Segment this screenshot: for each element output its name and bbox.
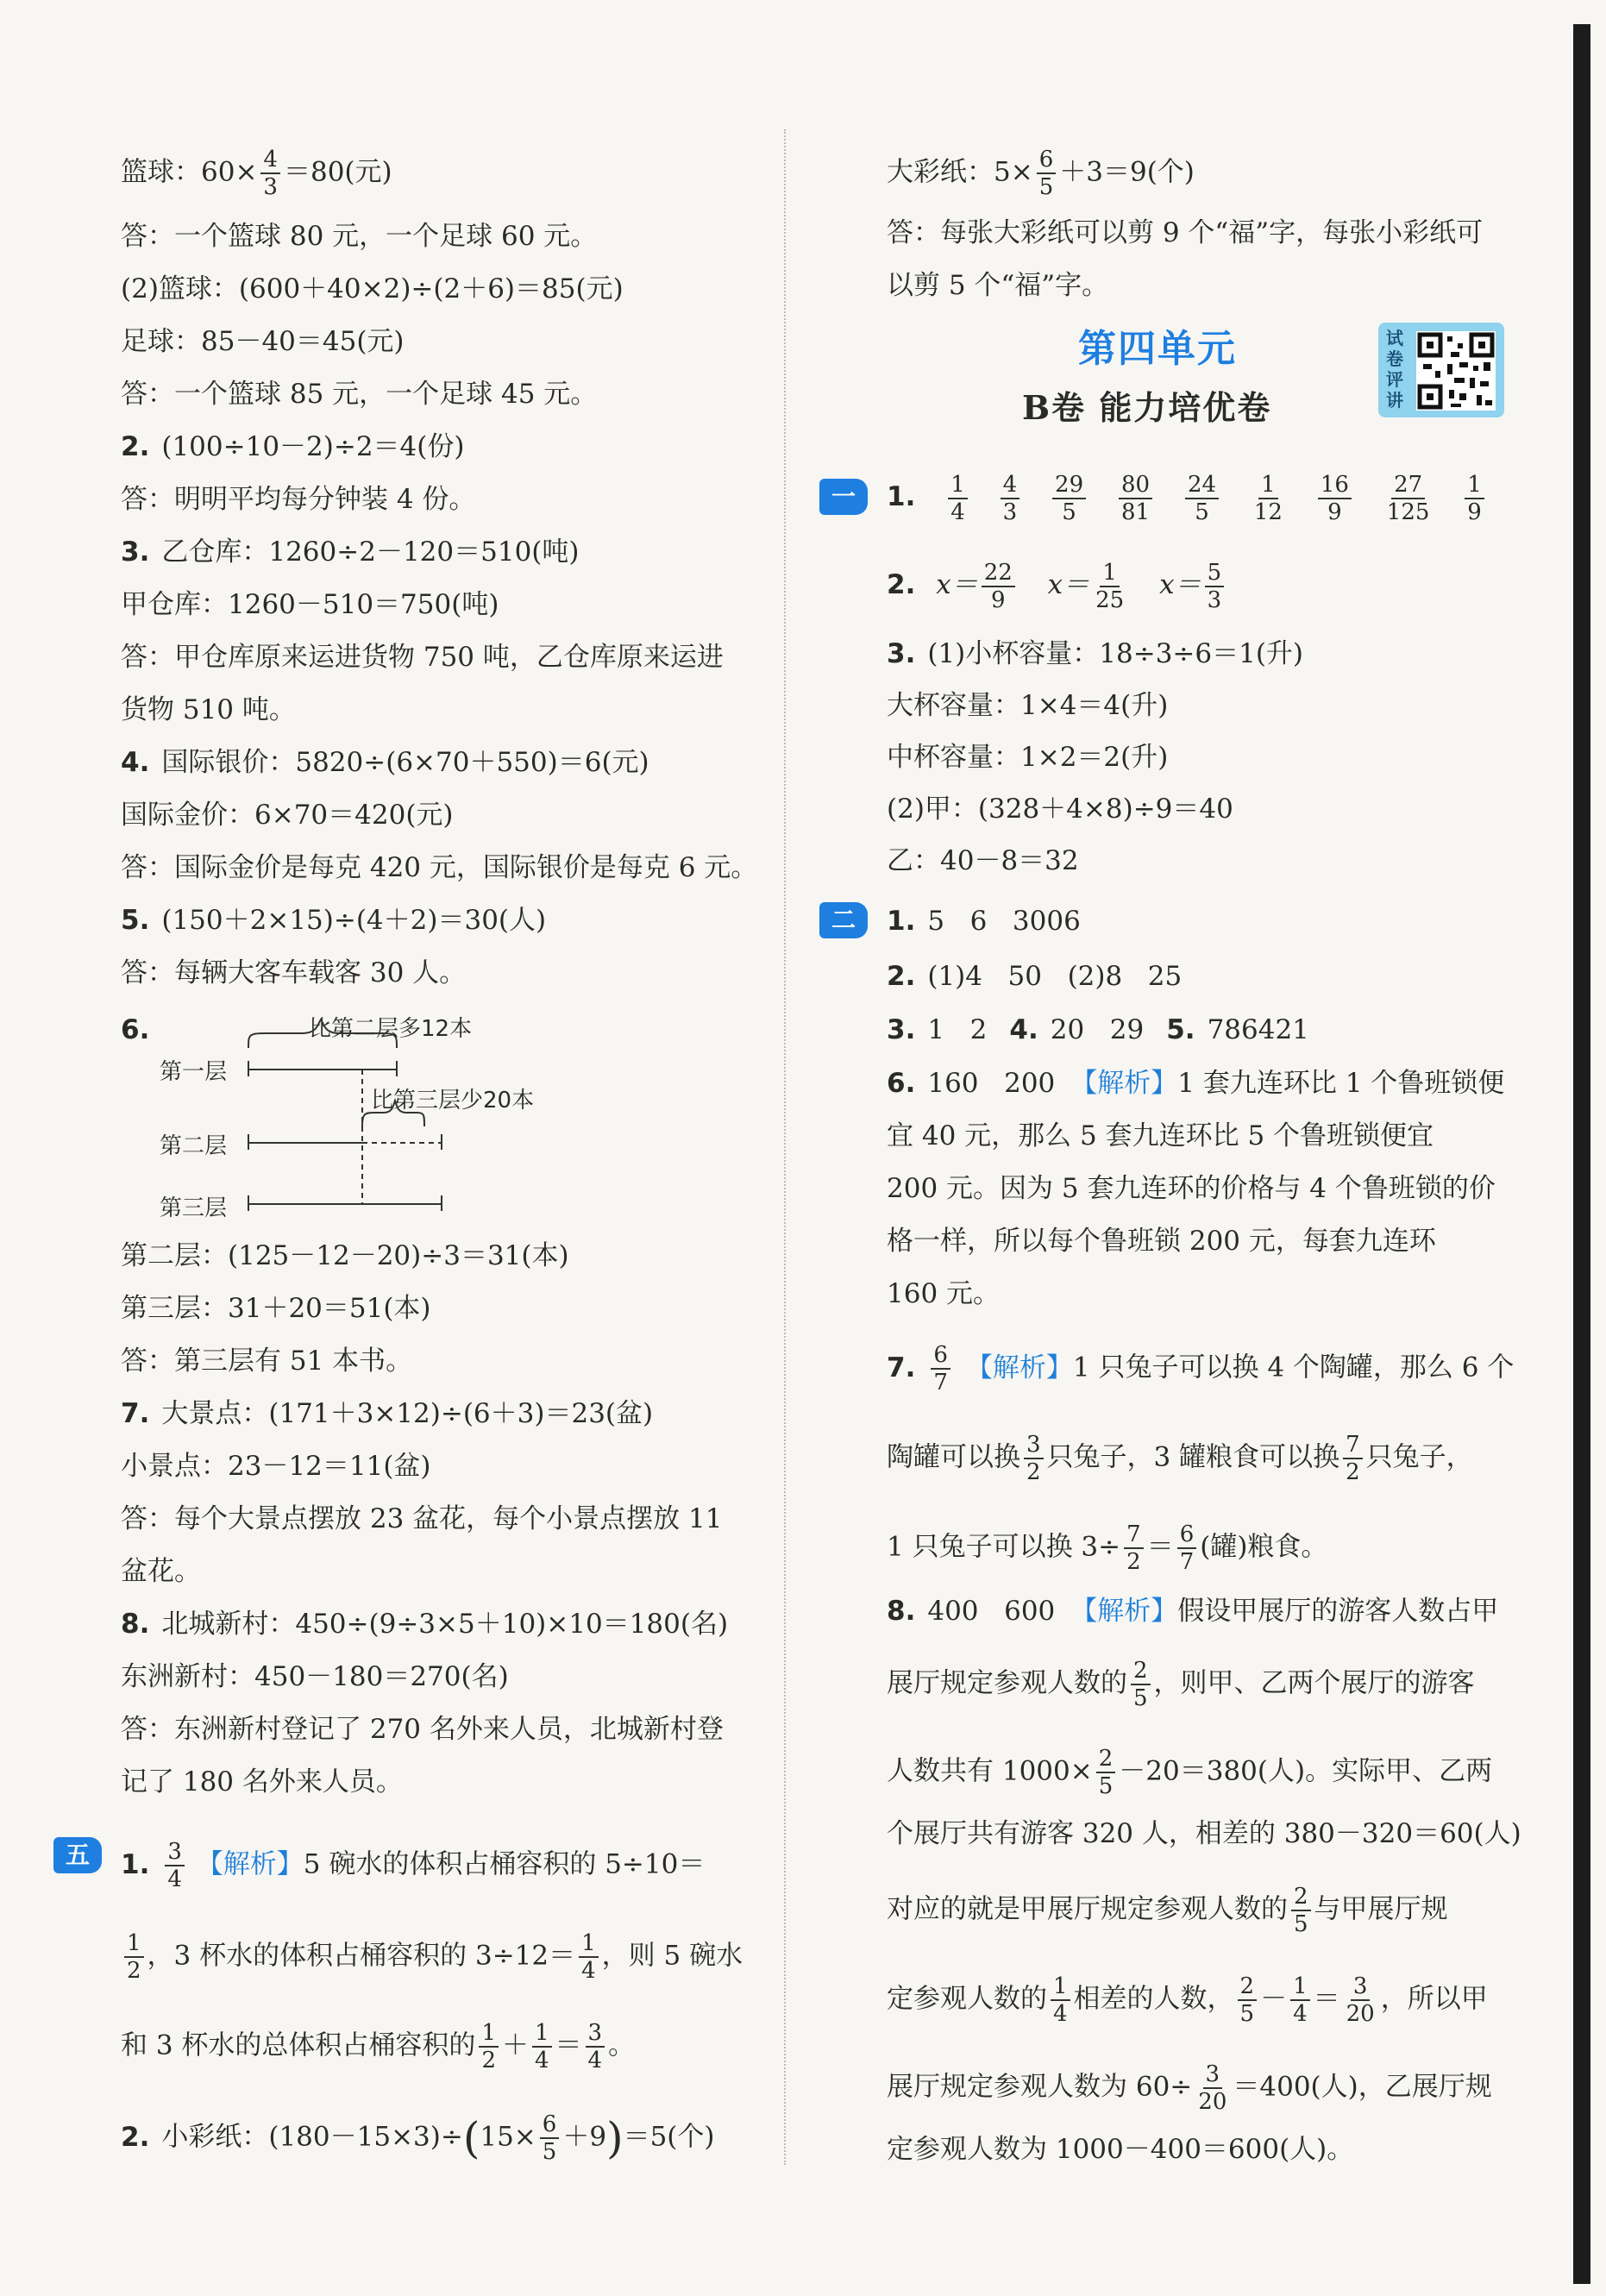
answer-line: 东洲新村：450－180＝270(名) bbox=[121, 1661, 509, 1692]
diagram-note-top: 比第二层多12本 bbox=[309, 1016, 473, 1042]
answer-line: 盆花。 bbox=[121, 1556, 201, 1587]
answer-line: 答：一个篮球 80 元，一个足球 60 元。 bbox=[121, 221, 598, 252]
question-number: 4. bbox=[121, 747, 150, 778]
column-divider bbox=[784, 129, 786, 2165]
answer-line: 陶罐可以换 $\frac{3}{2}$ 只兔子，3 罐粮食可以换 $\frac{7}{2}$ 只兔子， bbox=[887, 1432, 1473, 1485]
answer-line: 160 元。 bbox=[887, 1278, 1001, 1309]
qr-label: 试卷评讲 bbox=[1386, 328, 1403, 411]
answer-line: 记了 180 名外来人员。 bbox=[121, 1766, 403, 1797]
answer-line: 中杯容量：1×2＝2(升) bbox=[887, 742, 1169, 773]
answer-line: 大杯容量：1×4＝4(升) bbox=[887, 690, 1169, 721]
answer-line: 答：甲仓库原来运进货物 750 吨，乙仓库原来运进 bbox=[121, 642, 724, 673]
answer-line: 展厅规定参观人数为 60÷ $\frac{3}{20}$ ＝400(人)，乙展厅规 bbox=[887, 2061, 1492, 2115]
answer-line: 对应的就是甲展厅规定参观人数的 $\frac{2}{5}$ 与甲展厅规 bbox=[887, 1884, 1448, 1937]
question-number: 3. bbox=[121, 536, 150, 568]
answer-line: 答：第三层有 51 本书。 bbox=[121, 1346, 413, 1377]
answer-line: 4. 国际银价：5820÷(6×70＋550)＝6(元) bbox=[121, 747, 649, 778]
answer-line: 答：东洲新村登记了 270 名外来人员，北城新村登 bbox=[121, 1714, 724, 1745]
answer-line: 展厅规定参观人数的 $\frac{2}{5}$ ，则甲、乙两个展厅的游客 bbox=[887, 1658, 1475, 1711]
answer-line: 定参观人数的 $\frac{1}{4}$ 相差的人数， $\frac{2}{5}$ － $\frac{1}{4}$ ＝ $\frac{3}{20}$ ，所以甲 bbox=[887, 1973, 1488, 2027]
diagram-lines bbox=[121, 1009, 483, 1225]
answer-line: 答：一个篮球 85 元，一个足球 45 元。 bbox=[121, 379, 598, 410]
answer-line: 8. 400 600 【解析】假设甲展厅的游客人数占甲 bbox=[887, 1596, 1499, 1627]
answer-line: 第三层：31＋20＝51(本) bbox=[121, 1293, 431, 1324]
answer-line: 答：国际金价是每克 420 元，国际银价是每克 6 元。 bbox=[121, 852, 758, 883]
answer-line: 7. $\frac{6}{7}$ 【解析】1 只兔子可以换 4 个陶罐，那么 6 个 bbox=[887, 1342, 1515, 1396]
paper-subtitle: B卷 能力培优卷 bbox=[1022, 388, 1272, 427]
diagram-label-layer2: 第二层 bbox=[160, 1133, 228, 1159]
answer-line: 8. 北城新村：450÷(9÷3×5＋10)×10＝180(名) bbox=[121, 1609, 729, 1640]
question-number: 5. bbox=[121, 905, 150, 936]
answer-line: (2)甲：(328＋4×8)÷9＝40 bbox=[887, 794, 1233, 825]
answer-line: 3. 乙仓库：1260÷2－120＝510(吨) bbox=[121, 536, 580, 568]
qr-code-icon bbox=[1416, 331, 1496, 411]
answer-line: 人数共有 1000× $\frac{2}{5}$ －20＝380(人)。实际甲、乙两 bbox=[887, 1746, 1493, 1799]
answer-line: 答：每辆大客车载客 30 人。 bbox=[121, 957, 467, 988]
answer-line: 答：每张大彩纸可以剪 9 个“福”字，每张小彩纸可 bbox=[887, 217, 1484, 248]
answer-line: 大彩纸：5× $\frac{6}{5}$ ＋3＝9(个) bbox=[887, 147, 1195, 200]
answer-line: 答：明明平均每分钟装 4 份。 bbox=[121, 484, 476, 515]
answer-line: (2)篮球：(600＋40×2)÷(2＋6)＝85(元) bbox=[121, 273, 624, 304]
answer-line: 1. $\frac{1}{4}$ $\frac{4}{3}$ $\frac{29}{5}$ $\frac{80}{81}$ $\frac{24}{5}$ $\frac{1}{12}$ $\frac{16}{9}$ $\frac{27}{125}$ $\frac{1}{9}$ bbox=[887, 466, 1496, 528]
answer-line: 篮球：60× $\frac{4}{3}$ ＝80(元) bbox=[121, 147, 392, 200]
binding-edge bbox=[1573, 24, 1590, 2284]
diagram-note-mid: 比第三层少20本 bbox=[371, 1088, 535, 1113]
analysis-tag: 【解析】 bbox=[1070, 1068, 1178, 1099]
answer-line: 第二层：(125－12－20)÷3＝31(本) bbox=[121, 1240, 569, 1271]
analysis-tag: 【解析】 bbox=[196, 1848, 304, 1880]
analysis-tag: 【解析】 bbox=[1070, 1596, 1178, 1627]
answer-line: 甲仓库：1260－510＝750(吨) bbox=[121, 589, 499, 620]
answer-line: $\frac{1}{2}$ ，3 杯水的体积占桶容积的 3÷12＝ $\frac{1}{4}$ ，则 5 碗水 bbox=[121, 1930, 743, 1984]
answer-line: 足球：85－40＝45(元) bbox=[121, 326, 405, 357]
answer-line: 小景点：23－12＝11(盆) bbox=[121, 1451, 431, 1482]
answer-line: 2. (100÷10－2)÷2＝4(份) bbox=[121, 431, 465, 462]
answer-line: 国际金价：6×70＝420(元) bbox=[121, 800, 454, 831]
answer-line: 以剪 5 个“福”字。 bbox=[887, 270, 1109, 301]
fraction: $\frac{4}{3}$ bbox=[260, 147, 280, 200]
answer-line: 1. 5 6 3006 bbox=[887, 906, 1081, 937]
answer-line: 格一样，所以每个鲁班锁 200 元，每套九连环 bbox=[887, 1226, 1436, 1257]
answer-line: 和 3 杯水的总体积占桶容积的 $\frac{1}{2}$ ＋ $\frac{1}{4}$ ＝ $\frac{3}{4}$ 。 bbox=[121, 2020, 636, 2073]
answer-line: 3. (1)小杯容量：18÷3÷6＝1(升) bbox=[887, 638, 1304, 669]
section-badge-one: 一 bbox=[819, 479, 868, 515]
answer-line: 答：每个大景点摆放 23 盆花，每个小景点摆放 11 bbox=[121, 1503, 723, 1534]
answer-line: 200 元。因为 5 套九连环的价格与 4 个鲁班锁的价 bbox=[887, 1173, 1496, 1204]
answer-line: 3. 1 2 4. 20 29 5. 786421 bbox=[887, 1014, 1309, 1045]
answer-line: 1 只兔子可以换 3÷ $\frac{7}{2}$ ＝ $\frac{6}{7}$ (罐)粮食。 bbox=[887, 1521, 1328, 1575]
answer-line: 1. $\frac{3}{4}$ 【解析】5 碗水的体积占桶容积的 5÷10＝ bbox=[121, 1839, 706, 1892]
question-number: 2. bbox=[121, 431, 150, 462]
qr-code-box[interactable] bbox=[1378, 323, 1504, 417]
answer-line: 5. (150＋2×15)÷(4＋2)＝30(人) bbox=[121, 905, 547, 936]
answer-line: 个展厅共有游客 320 人，相差的 380－320＝60(人) bbox=[887, 1818, 1521, 1849]
diagram-label-layer1: 第一层 bbox=[160, 1059, 228, 1085]
answer-line: 7. 大景点：(171＋3×12)÷(6＋3)＝23(盆) bbox=[121, 1398, 654, 1429]
question-number: 7. bbox=[121, 1398, 150, 1429]
answer-line: 货物 510 吨。 bbox=[121, 694, 296, 725]
diagram-label-layer3: 第三层 bbox=[160, 1195, 228, 1221]
answer-line: 宜 40 元，那么 5 套九连环比 5 个鲁班锁便宜 bbox=[887, 1120, 1434, 1151]
section-badge-five: 五 bbox=[53, 1837, 102, 1873]
answer-line: 2. x＝ $\frac{22}{9}$ x＝ $\frac{1}{25}$ x＝ $\frac{5}{3}$ bbox=[887, 554, 1227, 616]
answer-line: 乙：40－8＝32 bbox=[887, 845, 1079, 876]
unit-title: 第四单元 bbox=[1078, 327, 1237, 371]
answer-line: 2. 小彩纸：(180－15×3)÷(15× $\frac{6}{5}$ ＋9)＝5(个) bbox=[121, 2111, 715, 2165]
question-number: 8. bbox=[121, 1609, 150, 1640]
answer-line: 6. 160 200 【解析】1 套九连环比 1 个鲁班锁便 bbox=[887, 1068, 1505, 1099]
section-badge-two: 二 bbox=[819, 902, 868, 938]
analysis-tag: 【解析】 bbox=[965, 1352, 1073, 1383]
answer-line: 2. (1)4 50 (2)8 25 bbox=[887, 961, 1183, 992]
question-number: 6. bbox=[121, 1014, 150, 1045]
answer-line: 定参观人数为 1000－400＝600(人)。 bbox=[887, 2134, 1354, 2165]
